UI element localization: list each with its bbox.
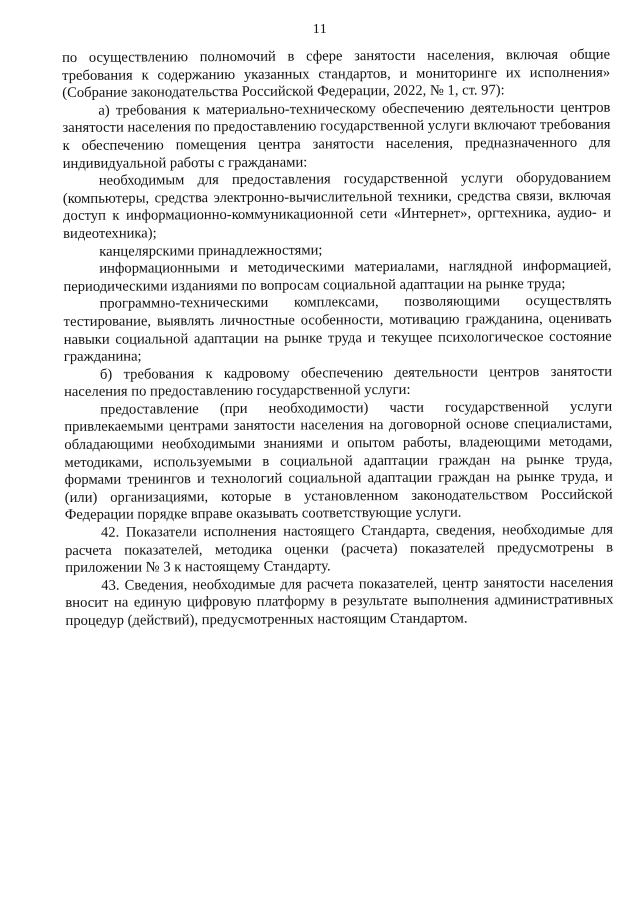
paragraph-intro-continuation: по осуществлению полномочий в сфере занятости населения, включая общие требования к содержанию указанных стандартов, и мониторинге их исполнения» (Собрание законодательства Российской Федерации, 2022, № 1, ст. 97): (62, 46, 611, 102)
paragraph-staffing-requirements: б) требования к кадровому обеспечению деятельности центров занятости населения по предоставлению государственной услуги: (64, 363, 613, 401)
page-number: 11 (312, 22, 328, 37)
paragraph-specialists: предоставление (при необходимости) части государственной услуги привлекаемыми центрами занятости населения на договорной основе специалистами, обладающими необходимыми знаниями и опытом работы, владеющими методами, методиками, используемыми в социальной адаптации граждан на рынке труда, формами тренингов и технологий социальной адаптации граждан на рынке труда, и (или) организациями, которые в установленном законодательством Российской Федерации порядке вправе оказывать соответствующие услуги. (64, 398, 613, 524)
paragraph-stationery: канцелярскими принадлежностями; (99, 241, 323, 260)
paragraph-material-requirements: а) требования к материально-техническому обеспечению деятельности центров занятости населения по предоставлению государственной услуги включают требования к обеспечению помещения центра занятости населения, предназначенного для индивидуальной работы с гражданами: (62, 99, 611, 172)
paragraph-info-materials: информационными и методическими материалами, наглядной информацией, периодическими изданиями по вопросам социальной адаптации на рынке труда; (63, 257, 612, 295)
paragraph-item-43: 43. Сведения, необходимые для расчета показателей, центр занятости населения вносит на единую цифровую платформу в результате выполнения административных процедур (действий), предусмотренных настоящим Стандартом. (65, 574, 614, 629)
document-body (62, 47, 614, 631)
paragraph-software-complexes: программно-техническими комплексами, позволяющими осуществлять тестирование, выявлять личностные особенности, мотивацию гражданина, оценивать навыки социальной адаптации на рынке труда и текущее психологическое состояние гражданина; (63, 292, 612, 366)
paragraph-item-42: 42. Показатели исполнения настоящего Стандарта, сведения, необходимые для расчета показателей, методика оценки (расчета) показателей предусмотрены в приложении № 3 к настоящему Стандарту. (65, 521, 614, 577)
paragraph-equipment: необходимым для предоставления государственной услуги оборудованием (компьютеры, средства электронно-вычислительной техники, средства связи, включая доступ к информационно-коммуникационной сети «Интернет», оргтехника, аудио- и видеотехника); (62, 169, 612, 242)
